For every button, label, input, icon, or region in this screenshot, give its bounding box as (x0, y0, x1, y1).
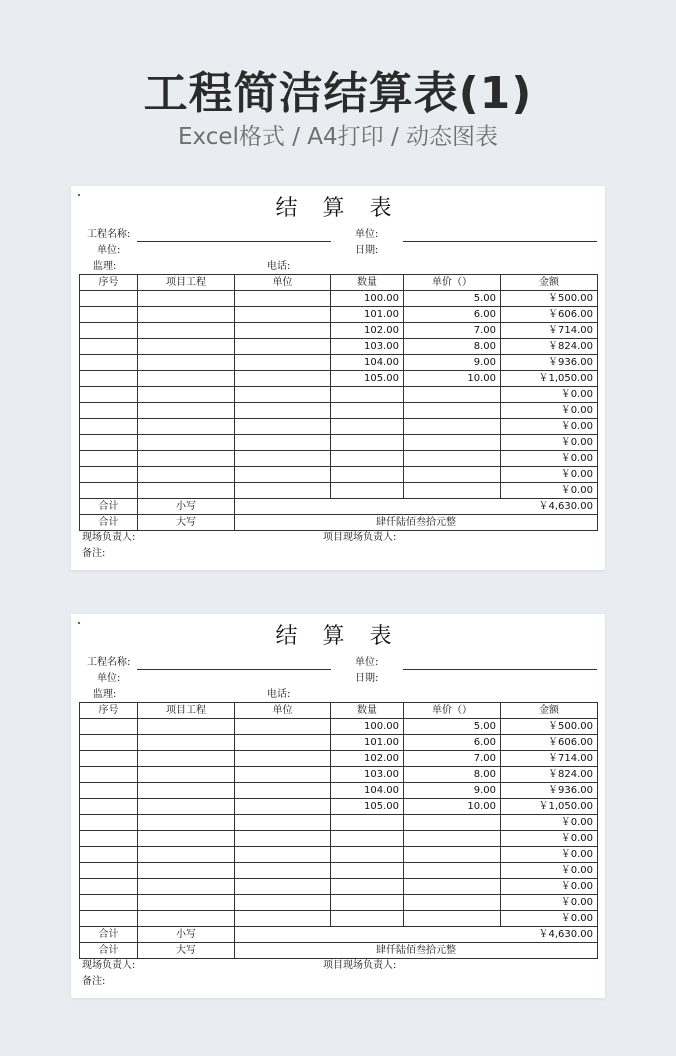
item-cell[interactable] (138, 863, 235, 879)
col-header: 单价（） (404, 703, 501, 719)
item-cell[interactable] (138, 307, 235, 323)
qty-cell[interactable]: 102.00 (331, 323, 404, 339)
qty-cell[interactable] (331, 419, 404, 435)
seq-cell[interactable] (80, 355, 138, 371)
total-large-row (80, 515, 598, 531)
project-name-label: 工程名称: (87, 657, 131, 668)
qty-cell[interactable]: 103.00 (331, 767, 404, 783)
seq-cell[interactable] (80, 831, 138, 847)
amount-cell[interactable]: ￥714.00 (501, 323, 598, 339)
unit-cell[interactable] (235, 323, 331, 339)
item-cell[interactable] (138, 467, 235, 483)
price-cell[interactable]: 8.00 (404, 339, 501, 355)
header-row (80, 703, 598, 719)
qty-cell[interactable]: 100.00 (331, 719, 404, 735)
total-label: 合计 (80, 943, 138, 959)
table-row (80, 307, 598, 323)
seq-cell[interactable] (80, 895, 138, 911)
seq-cell[interactable] (80, 291, 138, 307)
seq-cell[interactable] (80, 339, 138, 355)
unit-cell[interactable] (235, 767, 331, 783)
qty-cell[interactable]: 102.00 (331, 751, 404, 767)
price-cell[interactable] (404, 387, 501, 403)
col-header: 序号 (80, 703, 138, 719)
table-row (80, 815, 598, 831)
col-header: 金额 (501, 703, 598, 719)
price-cell[interactable]: 9.00 (404, 355, 501, 371)
seq-cell[interactable] (80, 419, 138, 435)
item-cell[interactable] (138, 419, 235, 435)
unit-right-label: 单位: (355, 229, 379, 240)
amount-cell[interactable]: ￥0.00 (501, 435, 598, 451)
price-cell[interactable]: 5.00 (404, 719, 501, 735)
price-cell[interactable]: 5.00 (404, 291, 501, 307)
supervisor-label: 监理: (93, 261, 117, 272)
unit-cell[interactable] (235, 879, 331, 895)
qty-cell[interactable]: 105.00 (331, 371, 404, 387)
amount-cell[interactable]: ￥714.00 (501, 751, 598, 767)
item-cell[interactable] (138, 751, 235, 767)
site-manager-label: 现场负责人: (82, 532, 136, 543)
table-row (80, 419, 598, 435)
table-row (80, 783, 598, 799)
unit-cell[interactable] (235, 419, 331, 435)
sheet-title: 结 算 表 (275, 624, 401, 649)
unit-cell[interactable] (235, 911, 331, 927)
col-header: 单位 (235, 703, 331, 719)
seq-cell[interactable] (80, 911, 138, 927)
amount-cell[interactable]: ￥0.00 (501, 895, 598, 911)
amount-cell[interactable]: ￥0.00 (501, 911, 598, 927)
item-cell[interactable] (138, 339, 235, 355)
table-row (80, 751, 598, 767)
unit-cell[interactable] (235, 307, 331, 323)
unit-cell[interactable] (235, 895, 331, 911)
project-site-manager-label: 项目现场负责人: (323, 532, 397, 543)
price-cell[interactable]: 8.00 (404, 767, 501, 783)
amount-cell[interactable]: ￥0.00 (501, 863, 598, 879)
col-header: 序号 (80, 275, 138, 291)
price-cell[interactable]: 7.00 (404, 323, 501, 339)
item-cell[interactable] (138, 735, 235, 751)
total-small-value[interactable]: ￥4,630.00 (235, 499, 598, 515)
unit-cell[interactable] (235, 751, 331, 767)
amount-cell[interactable]: ￥824.00 (501, 767, 598, 783)
total-small-row (80, 499, 598, 515)
qty-cell[interactable]: 105.00 (331, 799, 404, 815)
item-cell[interactable] (138, 483, 235, 499)
price-cell[interactable] (404, 435, 501, 451)
item-cell[interactable] (138, 831, 235, 847)
unit-cell[interactable] (235, 831, 331, 847)
seq-cell[interactable] (80, 767, 138, 783)
phone-label: 电话: (267, 689, 291, 700)
qty-cell[interactable] (331, 815, 404, 831)
qty-cell[interactable] (331, 879, 404, 895)
col-header: 数量 (331, 703, 404, 719)
amount-cell[interactable]: ￥606.00 (501, 735, 598, 751)
table-row (80, 371, 598, 387)
total-type: 小写 (138, 927, 235, 943)
date-label: 日期: (355, 245, 379, 256)
seq-cell[interactable] (80, 847, 138, 863)
date-label: 日期: (355, 673, 379, 684)
price-cell[interactable] (404, 879, 501, 895)
notes-label: 备注: (82, 976, 106, 987)
unit-cell[interactable] (235, 355, 331, 371)
seq-cell[interactable] (80, 863, 138, 879)
price-cell[interactable] (404, 911, 501, 927)
unit-cell[interactable] (235, 291, 331, 307)
seq-cell[interactable] (80, 879, 138, 895)
item-cell[interactable] (138, 387, 235, 403)
qty-cell[interactable] (331, 895, 404, 911)
project-name-label: 工程名称: (87, 229, 131, 240)
table-row (80, 719, 598, 735)
unit-left-label: 单位: (97, 245, 121, 256)
amount-cell[interactable]: ￥936.00 (501, 355, 598, 371)
seq-cell[interactable] (80, 815, 138, 831)
unit-right-line[interactable] (403, 669, 597, 670)
amount-cell[interactable]: ￥0.00 (501, 483, 598, 499)
seq-cell[interactable] (80, 451, 138, 467)
item-cell[interactable] (138, 847, 235, 863)
table-row (80, 911, 598, 927)
table-row (80, 339, 598, 355)
hero-title: 工程简洁结算表(1) (143, 68, 533, 119)
settlement-sheet-1 (71, 186, 605, 570)
seq-cell[interactable] (80, 799, 138, 815)
table-row (80, 879, 598, 895)
item-cell[interactable] (138, 799, 235, 815)
unit-cell[interactable] (235, 339, 331, 355)
table-row (80, 355, 598, 371)
unit-left-label: 单位: (97, 673, 121, 684)
table-row (80, 831, 598, 847)
item-cell[interactable] (138, 783, 235, 799)
table-row (80, 483, 598, 499)
seq-cell[interactable] (80, 735, 138, 751)
price-cell[interactable] (404, 847, 501, 863)
item-cell[interactable] (138, 911, 235, 927)
total-label: 合计 (80, 499, 138, 515)
settlement-sheet-2 (71, 614, 605, 998)
col-header: 单价（） (404, 275, 501, 291)
price-cell[interactable] (404, 895, 501, 911)
seq-cell[interactable] (80, 323, 138, 339)
amount-cell[interactable]: ￥0.00 (501, 403, 598, 419)
item-cell[interactable] (138, 435, 235, 451)
total-large-value[interactable]: 肆仟陆佰叁拾元整 (235, 943, 598, 959)
amount-cell[interactable]: ￥500.00 (501, 719, 598, 735)
seq-cell[interactable] (80, 435, 138, 451)
qty-cell[interactable]: 100.00 (331, 291, 404, 307)
table-row (80, 387, 598, 403)
price-cell[interactable] (404, 467, 501, 483)
unit-right-line[interactable] (403, 241, 597, 242)
table-row (80, 467, 598, 483)
amount-cell[interactable]: ￥936.00 (501, 783, 598, 799)
unit-cell[interactable] (235, 815, 331, 831)
unit-cell[interactable] (235, 387, 331, 403)
col-header: 单位 (235, 275, 331, 291)
seq-cell[interactable] (80, 751, 138, 767)
total-label: 合计 (80, 515, 138, 531)
total-type: 小写 (138, 499, 235, 515)
amount-cell[interactable]: ￥0.00 (501, 419, 598, 435)
price-cell[interactable]: 6.00 (404, 307, 501, 323)
unit-cell[interactable] (235, 719, 331, 735)
price-cell[interactable] (404, 483, 501, 499)
hero-subtitle: Excel格式 / A4打印 / 动态图表 (177, 124, 499, 150)
seq-cell[interactable] (80, 387, 138, 403)
total-small-row (80, 927, 598, 943)
unit-cell[interactable] (235, 735, 331, 751)
price-cell[interactable]: 10.00 (404, 371, 501, 387)
qty-cell[interactable] (331, 831, 404, 847)
seq-cell[interactable] (80, 467, 138, 483)
total-type: 大写 (138, 515, 235, 531)
col-header: 数量 (331, 275, 404, 291)
price-cell[interactable] (404, 403, 501, 419)
col-header: 项目工程 (138, 703, 235, 719)
item-cell[interactable] (138, 291, 235, 307)
price-cell[interactable]: 7.00 (404, 751, 501, 767)
qty-cell[interactable] (331, 403, 404, 419)
notes-label: 备注: (82, 548, 106, 559)
sheet-title: 结 算 表 (275, 196, 401, 221)
amount-cell[interactable]: ￥0.00 (501, 815, 598, 831)
unit-cell[interactable] (235, 483, 331, 499)
item-cell[interactable] (138, 895, 235, 911)
price-cell[interactable] (404, 451, 501, 467)
table-row (80, 291, 598, 307)
qty-cell[interactable]: 101.00 (331, 735, 404, 751)
total-large-value[interactable]: 肆仟陆佰叁拾元整 (235, 515, 598, 531)
item-cell[interactable] (138, 451, 235, 467)
supervisor-label: 监理: (93, 689, 117, 700)
amount-cell[interactable]: ￥0.00 (501, 847, 598, 863)
amount-cell[interactable]: ￥824.00 (501, 339, 598, 355)
price-cell[interactable] (404, 419, 501, 435)
table-row (80, 435, 598, 451)
total-small-value[interactable]: ￥4,630.00 (235, 927, 598, 943)
project-name-line[interactable] (137, 241, 331, 242)
amount-cell[interactable]: ￥606.00 (501, 307, 598, 323)
seq-cell[interactable] (80, 371, 138, 387)
table-row (80, 863, 598, 879)
qty-cell[interactable] (331, 911, 404, 927)
unit-right-label: 单位: (355, 657, 379, 668)
amount-cell[interactable]: ￥500.00 (501, 291, 598, 307)
item-cell[interactable] (138, 879, 235, 895)
unit-cell[interactable] (235, 435, 331, 451)
unit-cell[interactable] (235, 783, 331, 799)
price-cell[interactable] (404, 863, 501, 879)
total-label: 合计 (80, 927, 138, 943)
phone-label: 电话: (267, 261, 291, 272)
item-cell[interactable] (138, 355, 235, 371)
project-site-manager-label: 项目现场负责人: (323, 960, 397, 971)
item-cell[interactable] (138, 719, 235, 735)
qty-cell[interactable] (331, 467, 404, 483)
table-row (80, 767, 598, 783)
seq-cell[interactable] (80, 719, 138, 735)
header-row (80, 275, 598, 291)
amount-cell[interactable]: ￥1,050.00 (501, 371, 598, 387)
qty-cell[interactable]: 103.00 (331, 339, 404, 355)
item-cell[interactable] (138, 323, 235, 339)
seq-cell[interactable] (80, 307, 138, 323)
site-manager-label: 现场负责人: (82, 960, 136, 971)
unit-cell[interactable] (235, 403, 331, 419)
col-header: 项目工程 (138, 275, 235, 291)
price-cell[interactable]: 6.00 (404, 735, 501, 751)
qty-cell[interactable] (331, 451, 404, 467)
qty-cell[interactable]: 104.00 (331, 783, 404, 799)
item-cell[interactable] (138, 767, 235, 783)
unit-cell[interactable] (235, 451, 331, 467)
unit-cell[interactable] (235, 371, 331, 387)
price-cell[interactable] (404, 831, 501, 847)
table-row (80, 451, 598, 467)
amount-cell[interactable]: ￥1,050.00 (501, 799, 598, 815)
amount-cell[interactable]: ￥0.00 (501, 451, 598, 467)
item-cell[interactable] (138, 371, 235, 387)
amount-cell[interactable]: ￥0.00 (501, 831, 598, 847)
unit-cell[interactable] (235, 847, 331, 863)
qty-cell[interactable] (331, 847, 404, 863)
qty-cell[interactable]: 101.00 (331, 307, 404, 323)
seq-cell[interactable] (80, 403, 138, 419)
item-cell[interactable] (138, 815, 235, 831)
table-row (80, 847, 598, 863)
price-cell[interactable]: 10.00 (404, 799, 501, 815)
amount-cell[interactable]: ￥0.00 (501, 387, 598, 403)
table-row (80, 403, 598, 419)
qty-cell[interactable] (331, 387, 404, 403)
project-name-line[interactable] (137, 669, 331, 670)
item-cell[interactable] (138, 403, 235, 419)
qty-cell[interactable]: 104.00 (331, 355, 404, 371)
table-row (80, 895, 598, 911)
total-type: 大写 (138, 943, 235, 959)
settlement-table (79, 702, 598, 959)
qty-cell[interactable] (331, 483, 404, 499)
unit-cell[interactable] (235, 863, 331, 879)
seq-cell[interactable] (80, 783, 138, 799)
unit-cell[interactable] (235, 799, 331, 815)
settlement-table (79, 274, 598, 531)
table-row (80, 799, 598, 815)
qty-cell[interactable] (331, 435, 404, 451)
total-large-row (80, 943, 598, 959)
unit-cell[interactable] (235, 467, 331, 483)
table-row (80, 323, 598, 339)
price-cell[interactable]: 9.00 (404, 783, 501, 799)
qty-cell[interactable] (331, 863, 404, 879)
table-row (80, 735, 598, 751)
col-header: 金额 (501, 275, 598, 291)
amount-cell[interactable]: ￥0.00 (501, 467, 598, 483)
price-cell[interactable] (404, 815, 501, 831)
amount-cell[interactable]: ￥0.00 (501, 879, 598, 895)
seq-cell[interactable] (80, 483, 138, 499)
